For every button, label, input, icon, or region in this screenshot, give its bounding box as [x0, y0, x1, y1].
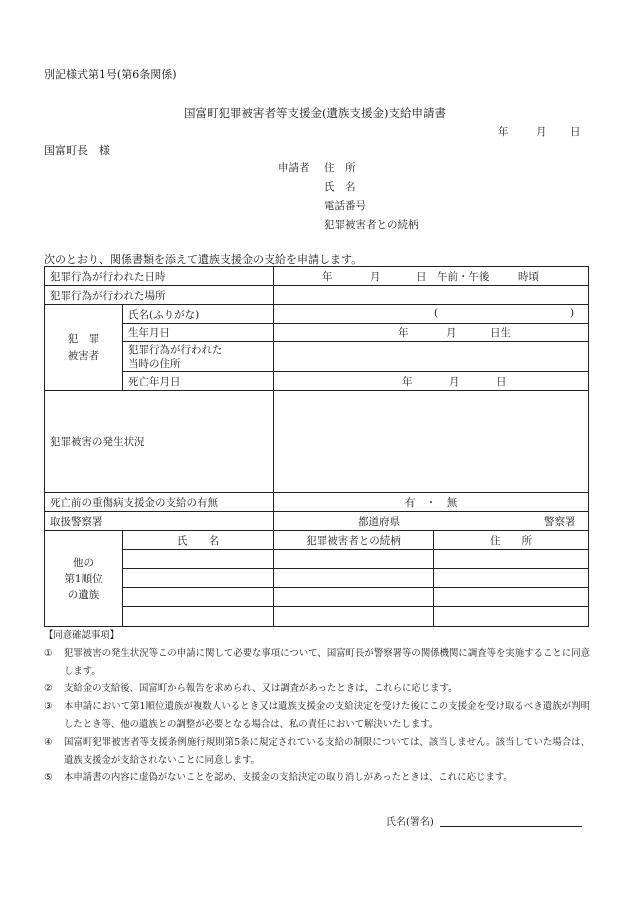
bereaved-name-header: 氏 名 — [123, 531, 274, 550]
applicant-name-label: 氏 名 — [324, 181, 356, 193]
victim-birth-label: 生年月日 — [123, 324, 274, 342]
applicant-label: 申請者 — [278, 162, 310, 174]
serious-injury-label: 死亡前の重傷病支援金の支給の有無 — [45, 493, 274, 512]
bereaved-address-cell[interactable] — [434, 550, 589, 569]
birth-month-label: 月 — [446, 327, 457, 339]
applicant-relation-label: 犯罪被害者との続柄 — [324, 219, 419, 231]
victim-address-field[interactable] — [274, 342, 589, 372]
bereaved-row — [45, 588, 589, 607]
bereaved-relation-cell[interactable] — [274, 550, 434, 569]
bereaved-address-cell[interactable] — [434, 607, 589, 627]
birth-day-suffix: 日生 — [490, 327, 511, 339]
bereaved-name-cell[interactable] — [123, 588, 274, 607]
police-label: 取扱警察署 — [45, 512, 274, 531]
addressee: 国富町長 様 — [44, 144, 110, 157]
victim-birth-field[interactable] — [274, 324, 589, 342]
consent-heading: 【同意確認事項】 — [44, 630, 120, 641]
crime-datetime-row — [45, 267, 589, 286]
crime-datetime-label: 犯罪行為が行われた日時 — [45, 267, 274, 286]
crime-day-label: 日 — [416, 271, 427, 283]
consent-item-number: ⑤ — [44, 772, 53, 784]
serious-injury-choice[interactable]: 有 ・ 無 — [274, 493, 589, 512]
consent-item — [44, 769, 590, 787]
application-table — [44, 266, 589, 627]
bereaved-group-label: 他の 第1順位 の遺族 — [45, 531, 123, 627]
consent-item-number: ① — [44, 647, 53, 659]
police-field[interactable] — [274, 512, 589, 531]
crime-month-label: 月 — [370, 271, 381, 283]
birth-year-label: 年 — [398, 327, 409, 339]
victim-death-field[interactable] — [274, 372, 589, 391]
bereaved-relation-header: 犯罪被害者との続柄 — [274, 531, 434, 550]
bereaved-name-cell[interactable] — [123, 550, 274, 569]
bereaved-row — [45, 569, 589, 588]
consent-item-number: ③ — [44, 701, 53, 713]
bereaved-relation-cell[interactable] — [274, 588, 434, 607]
consent-section — [44, 627, 590, 787]
crime-place-field[interactable] — [274, 286, 589, 305]
victim-name-label: 氏名(ふりがな) — [123, 305, 274, 324]
death-month-label: 月 — [449, 376, 460, 388]
consent-item — [44, 698, 590, 734]
consent-item — [44, 680, 590, 698]
bereaved-relation-cell[interactable] — [274, 569, 434, 588]
form-title: 国富町犯罪被害者等支援金(遺族支援金)支給申請書 — [184, 106, 446, 120]
furigana-open-paren: ( — [434, 307, 439, 319]
date-month-label: 月 — [536, 126, 547, 138]
bereaved-relation-cell[interactable] — [274, 607, 434, 627]
signature-line[interactable] — [440, 826, 582, 827]
intro-text: 次のとおり、関係書類を添えて遺族支援金の支給を申請します。 — [44, 253, 363, 266]
crime-ampm-label: 午前・午後 — [437, 271, 490, 283]
police-row — [45, 512, 589, 531]
crime-datetime-field[interactable] — [274, 267, 589, 286]
bereaved-address-header: 住 所 — [434, 531, 589, 550]
consent-item-number: ② — [44, 683, 53, 695]
bereaved-header-row — [45, 531, 589, 550]
form-style-label: 別記様式第1号(第6条関係) — [44, 68, 177, 81]
victim-death-row — [45, 372, 589, 391]
bereaved-row — [45, 607, 589, 627]
damage-field[interactable] — [274, 391, 589, 493]
consent-item — [44, 645, 590, 681]
death-year-label: 年 — [402, 376, 413, 388]
death-day-label: 日 — [496, 376, 507, 388]
applicant-phone-label: 電話番号 — [324, 200, 366, 212]
signature-label: 氏名(署名) — [386, 817, 434, 828]
victim-group-label: 犯 罪 被害者 — [45, 305, 123, 391]
crime-place-label: 犯罪行為が行われた場所 — [45, 286, 274, 305]
victim-name-row — [45, 305, 589, 324]
crime-hour-label: 時頃 — [518, 271, 539, 283]
victim-address-row — [45, 342, 589, 372]
victim-birth-row — [45, 324, 589, 342]
victim-name-field[interactable] — [274, 305, 589, 324]
consent-item-text: 犯罪被害の発生状況等この申請に関して必要な事項について、国富町長が警察署等の関係機関に調査等を実施することに同意します。 — [64, 647, 590, 677]
police-prefecture-label: 都道府県 — [358, 516, 400, 528]
victim-death-label: 死亡年月日 — [123, 372, 274, 391]
applicant-address-label: 住 所 — [324, 162, 356, 174]
damage-label: 犯罪被害の発生状況 — [45, 391, 274, 493]
date-year-label: 年 — [498, 126, 509, 138]
bereaved-name-cell[interactable] — [123, 569, 274, 588]
consent-item-number: ④ — [44, 736, 53, 748]
bereaved-address-cell[interactable] — [434, 569, 589, 588]
crime-place-row — [45, 286, 589, 305]
date-day-label: 日 — [570, 126, 581, 138]
victim-address-label: 犯罪行為が行われた 当時の住所 — [123, 342, 274, 372]
consent-item — [44, 734, 590, 770]
consent-item-text: 本申請において第1順位遺族が複数人いるとき又は遺族支援金の支給決定を受けた後にこの支援金を受け取るべき遺族が判明したとき等、他の遺族との調整が必要となる場合は、私の責任において解決いたします。 — [64, 701, 590, 730]
bereaved-address-cell[interactable] — [434, 588, 589, 607]
furigana-close-paren: ) — [570, 307, 575, 319]
crime-year-label: 年 — [322, 271, 333, 283]
consent-item-text: 支給金の支給後、国富町から報告を求められ、又は調査があったときは、これらに応じます。 — [64, 683, 458, 695]
serious-injury-row — [45, 493, 589, 512]
police-station-label: 警察署 — [544, 516, 576, 528]
consent-item-text: 国富町犯罪被害者等支援条例施行規則第5条に規定されている支給の制限については、該当しません。該当していた場合は、遺族支援金が支給されないことに同意します。 — [64, 736, 590, 766]
bereaved-row — [45, 550, 589, 569]
bereaved-name-cell[interactable] — [123, 607, 274, 627]
consent-item-text: 本申請書の内容に虚偽がないことを認め、支援金の支給決定の取り消しがあったときは、これに応じます。 — [64, 772, 513, 784]
damage-row — [45, 391, 589, 493]
